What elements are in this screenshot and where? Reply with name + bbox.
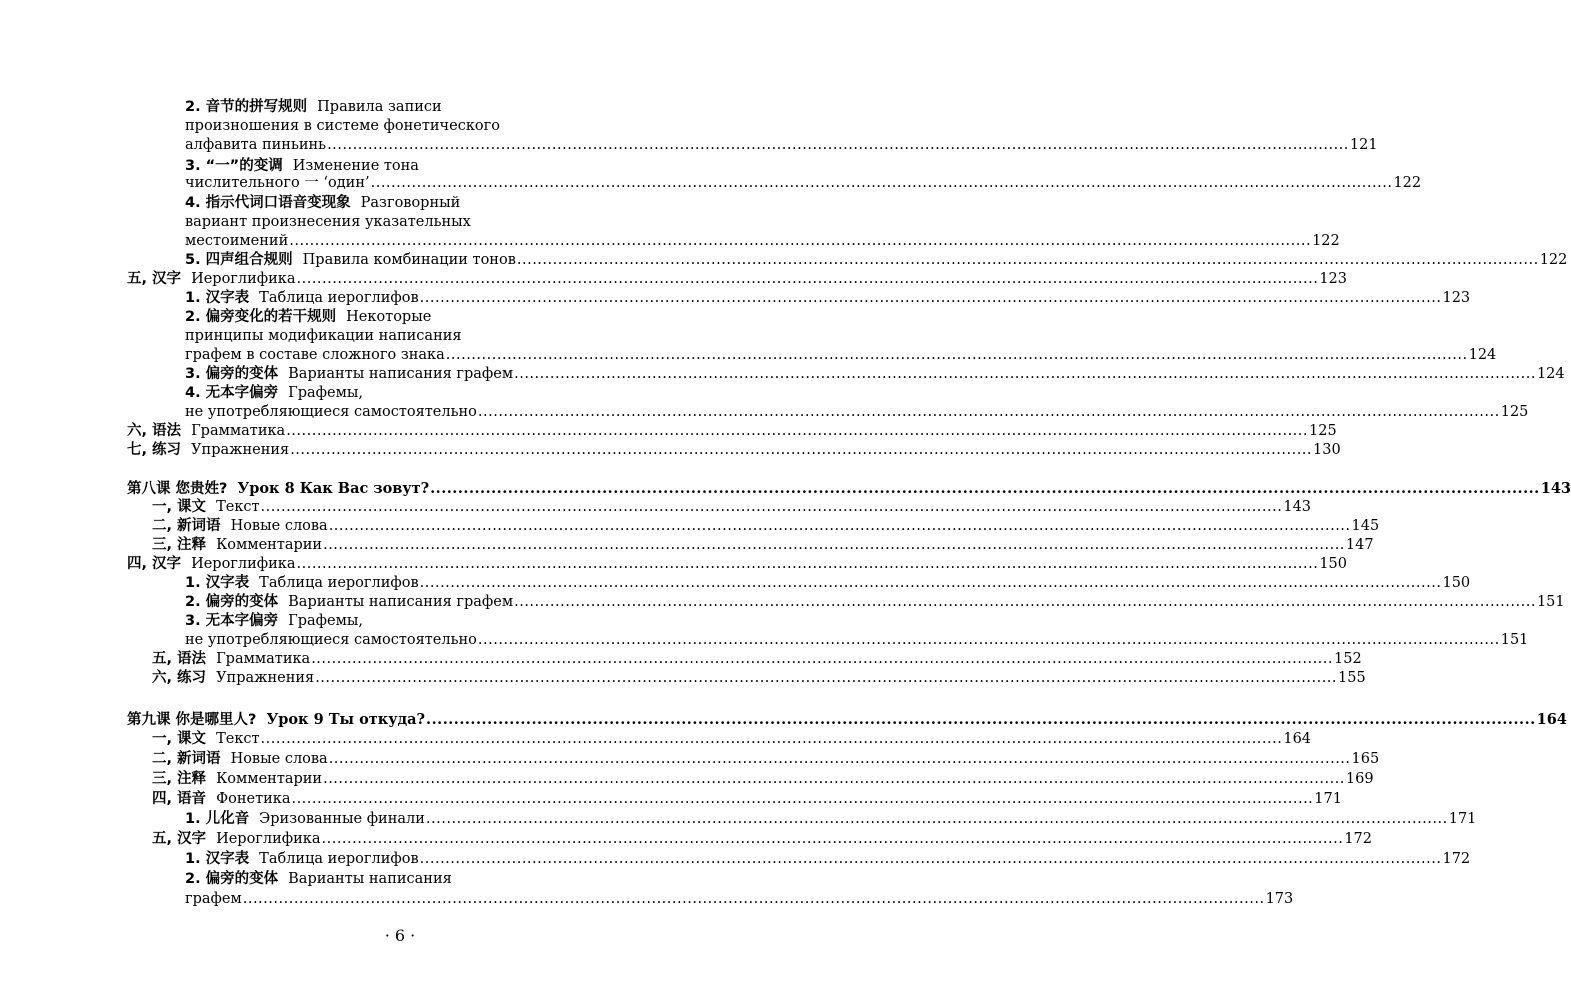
dot-leader: ........................................................................................................................................................................................................ bbox=[514, 366, 1536, 382]
toc-entry-chinese: 3. 偏旁的变体 bbox=[185, 366, 279, 382]
toc-entry bbox=[185, 810, 1477, 829]
dot-leader: ........................................................................................................................................................................................................ bbox=[315, 670, 1338, 686]
dot-leader: ........................................................................................................................................................................................................ bbox=[425, 811, 1448, 827]
toc-entry bbox=[152, 517, 1380, 536]
toc-entry bbox=[127, 270, 1348, 289]
toc-entry bbox=[127, 422, 1337, 441]
toc-entry-title bbox=[152, 498, 260, 517]
toc-entry-russian: вариант произнесения указательных bbox=[185, 214, 471, 230]
toc-entry bbox=[185, 308, 431, 327]
toc-entry-chinese: 七, 练习 bbox=[127, 442, 182, 458]
toc-page-number: 122 bbox=[1393, 175, 1422, 191]
toc-entry-russian: Варианты написания графем bbox=[288, 366, 514, 382]
dot-leader: ........................................................................................................................................................................................................ bbox=[289, 233, 1312, 249]
toc-entry-russian: Иероглифика bbox=[216, 831, 321, 847]
toc-entry-chinese: 1. 汉字表 bbox=[185, 290, 250, 306]
toc-page-number: 145 bbox=[1351, 518, 1380, 534]
toc-entry bbox=[152, 790, 1342, 809]
toc-entry bbox=[185, 870, 452, 889]
toc-entry-russian: Правила комбинации тонов bbox=[302, 252, 516, 268]
toc-entry-russian: Новые слова bbox=[230, 518, 328, 534]
toc-entry-russian: местоимений bbox=[185, 233, 289, 249]
toc-entry-russian: Таблица иероглифов bbox=[259, 575, 419, 591]
dot-leader: ........................................................................................................................................................................................................ bbox=[291, 791, 1314, 807]
dot-leader: ........................................................................................................................................................................................................ bbox=[477, 404, 1500, 420]
toc-page-number: 171 bbox=[1448, 811, 1477, 827]
toc-entry-chinese: 六, 练习 bbox=[152, 670, 207, 686]
toc-entry-title bbox=[127, 555, 296, 574]
toc-page-number: 155 bbox=[1338, 670, 1366, 686]
dot-leader: ........................................................................................................................................................................................................ bbox=[296, 271, 1319, 287]
toc-entry bbox=[152, 536, 1374, 555]
toc-page-number: 164 bbox=[1283, 731, 1312, 747]
toc-entry bbox=[185, 384, 363, 403]
toc-page-number: 150 bbox=[1442, 575, 1471, 591]
toc-entry-title bbox=[127, 270, 296, 289]
toc-page-number: 164 bbox=[1536, 711, 1567, 728]
toc-entry-chinese: 五, 汉字 bbox=[152, 831, 207, 847]
dot-leader: ........................................................................................................................................................................................................ bbox=[430, 480, 1540, 497]
toc-entry-title bbox=[185, 890, 242, 909]
toc-entry-title bbox=[152, 517, 328, 536]
toc-entry-russian: алфавита пиньинь bbox=[185, 137, 327, 153]
toc-entry bbox=[185, 213, 471, 232]
toc-entry-russian: Графемы, bbox=[288, 613, 364, 629]
toc-entry-title bbox=[152, 770, 322, 789]
toc-entry bbox=[185, 346, 1497, 365]
toc-page-number: 123 bbox=[1319, 271, 1348, 287]
dot-leader: ........................................................................................................................................................................................................ bbox=[419, 290, 1442, 306]
toc-entry-russian: Таблица иероглифов bbox=[259, 290, 419, 306]
toc-page-number: 172 bbox=[1442, 851, 1471, 867]
dot-leader: ........................................................................................................................................................................................................ bbox=[477, 632, 1500, 648]
toc-page-number: 124 bbox=[1468, 347, 1497, 363]
toc-entry-title bbox=[185, 850, 419, 869]
toc-page-number: 169 bbox=[1345, 771, 1374, 787]
toc-entry-title bbox=[185, 574, 419, 593]
toc-entry-title bbox=[185, 289, 419, 308]
toc-entry bbox=[127, 555, 1348, 574]
toc-entry-russian: Грамматика bbox=[191, 423, 286, 439]
toc-page-number: 151 bbox=[1536, 594, 1565, 610]
toc-page-number: 150 bbox=[1319, 556, 1348, 572]
dot-leader: ........................................................................................................................................................................................................ bbox=[323, 537, 1345, 553]
toc-entry-russian: Текст bbox=[216, 499, 260, 515]
toc-entry bbox=[152, 770, 1374, 789]
toc-entry-title bbox=[185, 593, 513, 612]
toc-entry-russian: Графемы, bbox=[288, 385, 364, 401]
toc-entry-title bbox=[185, 346, 445, 365]
toc-entry-title bbox=[185, 327, 462, 346]
toc-entry-russian: Правила записи bbox=[317, 99, 442, 115]
toc-entry-chinese: 4. 指示代词口语音变现象 bbox=[185, 195, 351, 211]
toc-entry-title bbox=[185, 365, 513, 384]
dot-leader: ........................................................................................................................................................................................................ bbox=[419, 851, 1442, 867]
dot-leader: ........................................................................................................................................................................................................ bbox=[286, 423, 1309, 439]
dot-leader: ........................................................................................................................................................................................................ bbox=[370, 175, 1393, 191]
toc-entry-russian: Фонетика bbox=[216, 791, 291, 807]
toc-entry bbox=[127, 479, 1571, 498]
toc-entry-title bbox=[127, 441, 289, 460]
dot-leader: ........................................................................................................................................................................................................ bbox=[311, 651, 1334, 667]
toc-entry-title bbox=[185, 194, 460, 213]
toc-entry-title bbox=[185, 384, 363, 403]
toc-page-number: 122 bbox=[1539, 252, 1568, 268]
toc-entry-chinese: 第九课 你是哪里人? bbox=[127, 712, 257, 728]
toc-entry-title bbox=[185, 810, 425, 829]
toc-entry-russian: Упражнения bbox=[216, 670, 315, 686]
toc-entry-title bbox=[152, 669, 314, 688]
toc-entry bbox=[127, 441, 1341, 460]
toc-entry-russian: Урок 8 Как Вас зовут? bbox=[237, 480, 430, 497]
toc-entry-chinese: 四, 汉字 bbox=[127, 556, 182, 572]
toc-entry-title bbox=[185, 174, 370, 193]
toc-entry-title bbox=[185, 117, 500, 136]
toc-entry-russian: не употребляющиеся самостоятельно bbox=[185, 404, 477, 420]
toc-entry bbox=[152, 830, 1373, 849]
dot-leader: ........................................................................................................................................................................................................ bbox=[516, 252, 1539, 268]
toc-entry-title bbox=[185, 612, 363, 631]
toc-entry-chinese: 2. 偏旁的变体 bbox=[185, 871, 279, 887]
toc-entry-russian: Таблица иероглифов bbox=[259, 851, 419, 867]
toc-entry-russian: Грамматика bbox=[216, 651, 311, 667]
toc-entry-title bbox=[152, 730, 260, 749]
toc-entry-title bbox=[185, 232, 288, 251]
toc-entry-chinese: 三, 注释 bbox=[152, 771, 207, 787]
toc-entry-chinese: 1. 汉字表 bbox=[185, 851, 250, 867]
toc-entry-title bbox=[185, 631, 477, 650]
toc-page-number: 143 bbox=[1540, 480, 1571, 497]
toc-page-number: 123 bbox=[1442, 290, 1471, 306]
toc-entry bbox=[185, 365, 1565, 384]
toc-entry-russian: Изменение тона bbox=[292, 158, 419, 174]
toc-entry bbox=[185, 593, 1565, 612]
dot-leader: ........................................................................................................................................................................................................ bbox=[290, 442, 1313, 458]
toc-entry-russian: Варианты написания bbox=[288, 871, 452, 887]
page-number: · 6 · bbox=[384, 926, 416, 945]
dot-leader: ........................................................................................................................................................................................................ bbox=[296, 556, 1319, 572]
toc-entry-chinese: 5. 四声组合规则 bbox=[185, 252, 293, 268]
toc-entry-russian: Текст bbox=[216, 731, 260, 747]
toc-entry bbox=[152, 669, 1366, 688]
toc-entry-chinese: 4. 无本字偏旁 bbox=[185, 385, 279, 401]
dot-leader: ........................................................................................................................................................................................................ bbox=[328, 518, 1351, 534]
toc-page-number: 152 bbox=[1334, 651, 1362, 667]
dot-leader: ........................................................................................................................................................................................................ bbox=[260, 499, 1283, 515]
toc-page-number: 172 bbox=[1344, 831, 1373, 847]
toc-entry-title bbox=[185, 308, 431, 327]
toc-entry-title bbox=[152, 536, 322, 555]
toc-entry-chinese: 2. 音节的拼写规则 bbox=[185, 99, 308, 115]
toc-entry-title bbox=[127, 422, 285, 441]
toc-entry-chinese: 1. 儿化音 bbox=[185, 811, 250, 827]
toc-entry-russian: Комментарии bbox=[216, 771, 323, 787]
toc-entry-chinese: 第八课 您贵姓? bbox=[127, 481, 228, 497]
toc-page-number: 173 bbox=[1265, 891, 1294, 907]
toc-entry-russian: графем в составе сложного знака bbox=[185, 347, 445, 363]
toc-entry-russian: числительного 一 ‘один’ bbox=[185, 175, 370, 191]
toc-entry bbox=[152, 498, 1312, 517]
toc-entry bbox=[152, 750, 1380, 769]
toc-entry-russian: Варианты написания графем bbox=[288, 594, 514, 610]
toc-entry-chinese: 二, 新词语 bbox=[152, 751, 221, 767]
toc-page-number: 130 bbox=[1313, 442, 1341, 458]
toc-entry bbox=[185, 98, 442, 117]
dot-leader: ........................................................................................................................................................................................................ bbox=[445, 347, 1468, 363]
toc-entry-chinese: 2. 偏旁的变体 bbox=[185, 594, 279, 610]
toc-entry-russian: Разговорный bbox=[360, 195, 461, 211]
toc-entry bbox=[185, 612, 363, 631]
toc-page-number: 124 bbox=[1536, 366, 1565, 382]
toc-entry bbox=[185, 327, 462, 346]
toc-entry-chinese: 2. 偏旁变化的若干规则 bbox=[185, 309, 337, 325]
toc-entry-title bbox=[185, 870, 452, 889]
dot-leader: ........................................................................................................................................................................................................ bbox=[242, 891, 1265, 907]
dot-leader: ........................................................................................................................................................................................................ bbox=[426, 711, 1536, 728]
toc-entry-russian: Некоторые bbox=[346, 309, 432, 325]
toc-entry-chinese: 3. “一”的变调 bbox=[185, 158, 283, 174]
toc-page-number: 143 bbox=[1283, 499, 1312, 515]
toc-entry bbox=[185, 232, 1340, 251]
toc-page-number: 122 bbox=[1312, 233, 1340, 249]
toc-entry-title bbox=[152, 790, 290, 809]
toc-entry-title bbox=[152, 650, 310, 669]
toc-page-number: 125 bbox=[1500, 404, 1529, 420]
toc-entry bbox=[185, 850, 1471, 869]
toc-entry-russian: произношения в системе фонетического bbox=[185, 118, 500, 134]
toc-entry bbox=[185, 574, 1471, 593]
toc-entry-russian: графем bbox=[185, 891, 242, 907]
toc-entry bbox=[185, 890, 1294, 909]
toc-entry-title bbox=[127, 479, 429, 499]
toc-entry-title bbox=[185, 136, 326, 155]
toc-page-number: 165 bbox=[1351, 751, 1380, 767]
toc-page-number: 125 bbox=[1309, 423, 1337, 439]
toc-entry-russian: Комментарии bbox=[216, 537, 323, 553]
dot-leader: ........................................................................................................................................................................................................ bbox=[327, 137, 1349, 153]
toc-entry bbox=[185, 194, 460, 213]
toc-entry-chinese: 五, 语法 bbox=[152, 651, 207, 667]
toc-entry bbox=[185, 136, 1378, 155]
dot-leader: ........................................................................................................................................................................................................ bbox=[260, 731, 1283, 747]
toc-entry-russian: не употребляющиеся самостоятельно bbox=[185, 632, 477, 648]
toc-entry-chinese: 四, 语音 bbox=[152, 791, 207, 807]
toc-entry-title bbox=[127, 710, 425, 730]
toc-entry bbox=[185, 289, 1471, 308]
toc-entry-russian: принципы модификации написания bbox=[185, 328, 462, 344]
toc-entry bbox=[185, 403, 1529, 422]
toc-entry bbox=[152, 730, 1312, 749]
toc-entry-chinese: 三, 注释 bbox=[152, 537, 207, 553]
toc-entry-russian: Иероглифика bbox=[191, 556, 296, 572]
toc-entry-russian: Новые слова bbox=[230, 751, 328, 767]
toc-entry bbox=[185, 174, 1422, 193]
dot-leader: ........................................................................................................................................................................................................ bbox=[514, 594, 1536, 610]
toc-entry-chinese: 五, 汉字 bbox=[127, 271, 182, 287]
dot-leader: ........................................................................................................................................................................................................ bbox=[323, 771, 1345, 787]
toc-entry-title bbox=[185, 403, 477, 422]
toc-entry-chinese: 1. 汉字表 bbox=[185, 575, 250, 591]
toc-entry-russian: Урок 9 Ты откуда? bbox=[266, 711, 426, 728]
toc-entry-title bbox=[185, 251, 516, 270]
toc-page-number: 121 bbox=[1349, 137, 1378, 153]
dot-leader: ........................................................................................................................................................................................................ bbox=[419, 575, 1442, 591]
toc-entry-chinese: 一, 课文 bbox=[152, 731, 207, 747]
toc-entry-chinese: 一, 课文 bbox=[152, 499, 207, 515]
toc-entry-title bbox=[152, 750, 328, 769]
toc-entry-title bbox=[152, 830, 321, 849]
toc-entry-russian: Упражнения bbox=[191, 442, 290, 458]
toc-entry-chinese: 3. 无本字偏旁 bbox=[185, 613, 279, 629]
dot-leader: ........................................................................................................................................................................................................ bbox=[321, 831, 1344, 847]
toc-entry-title bbox=[185, 98, 442, 117]
toc-entry-title bbox=[185, 213, 471, 232]
toc-entry-russian: Иероглифика bbox=[191, 271, 296, 287]
dot-leader: ........................................................................................................................................................................................................ bbox=[328, 751, 1351, 767]
toc-page-number: 147 bbox=[1345, 537, 1374, 553]
toc-page-number: 171 bbox=[1314, 791, 1342, 807]
toc-entry-chinese: 二, 新词语 bbox=[152, 518, 221, 534]
toc-entry bbox=[127, 710, 1567, 729]
toc-entry bbox=[152, 650, 1362, 669]
toc-entry bbox=[185, 117, 500, 136]
toc-entry bbox=[185, 251, 1568, 270]
toc-entry-chinese: 六, 语法 bbox=[127, 423, 182, 439]
toc-page-number: 151 bbox=[1500, 632, 1529, 648]
toc-entry bbox=[185, 631, 1529, 650]
toc-entry-russian: Эризованные финали bbox=[259, 811, 425, 827]
